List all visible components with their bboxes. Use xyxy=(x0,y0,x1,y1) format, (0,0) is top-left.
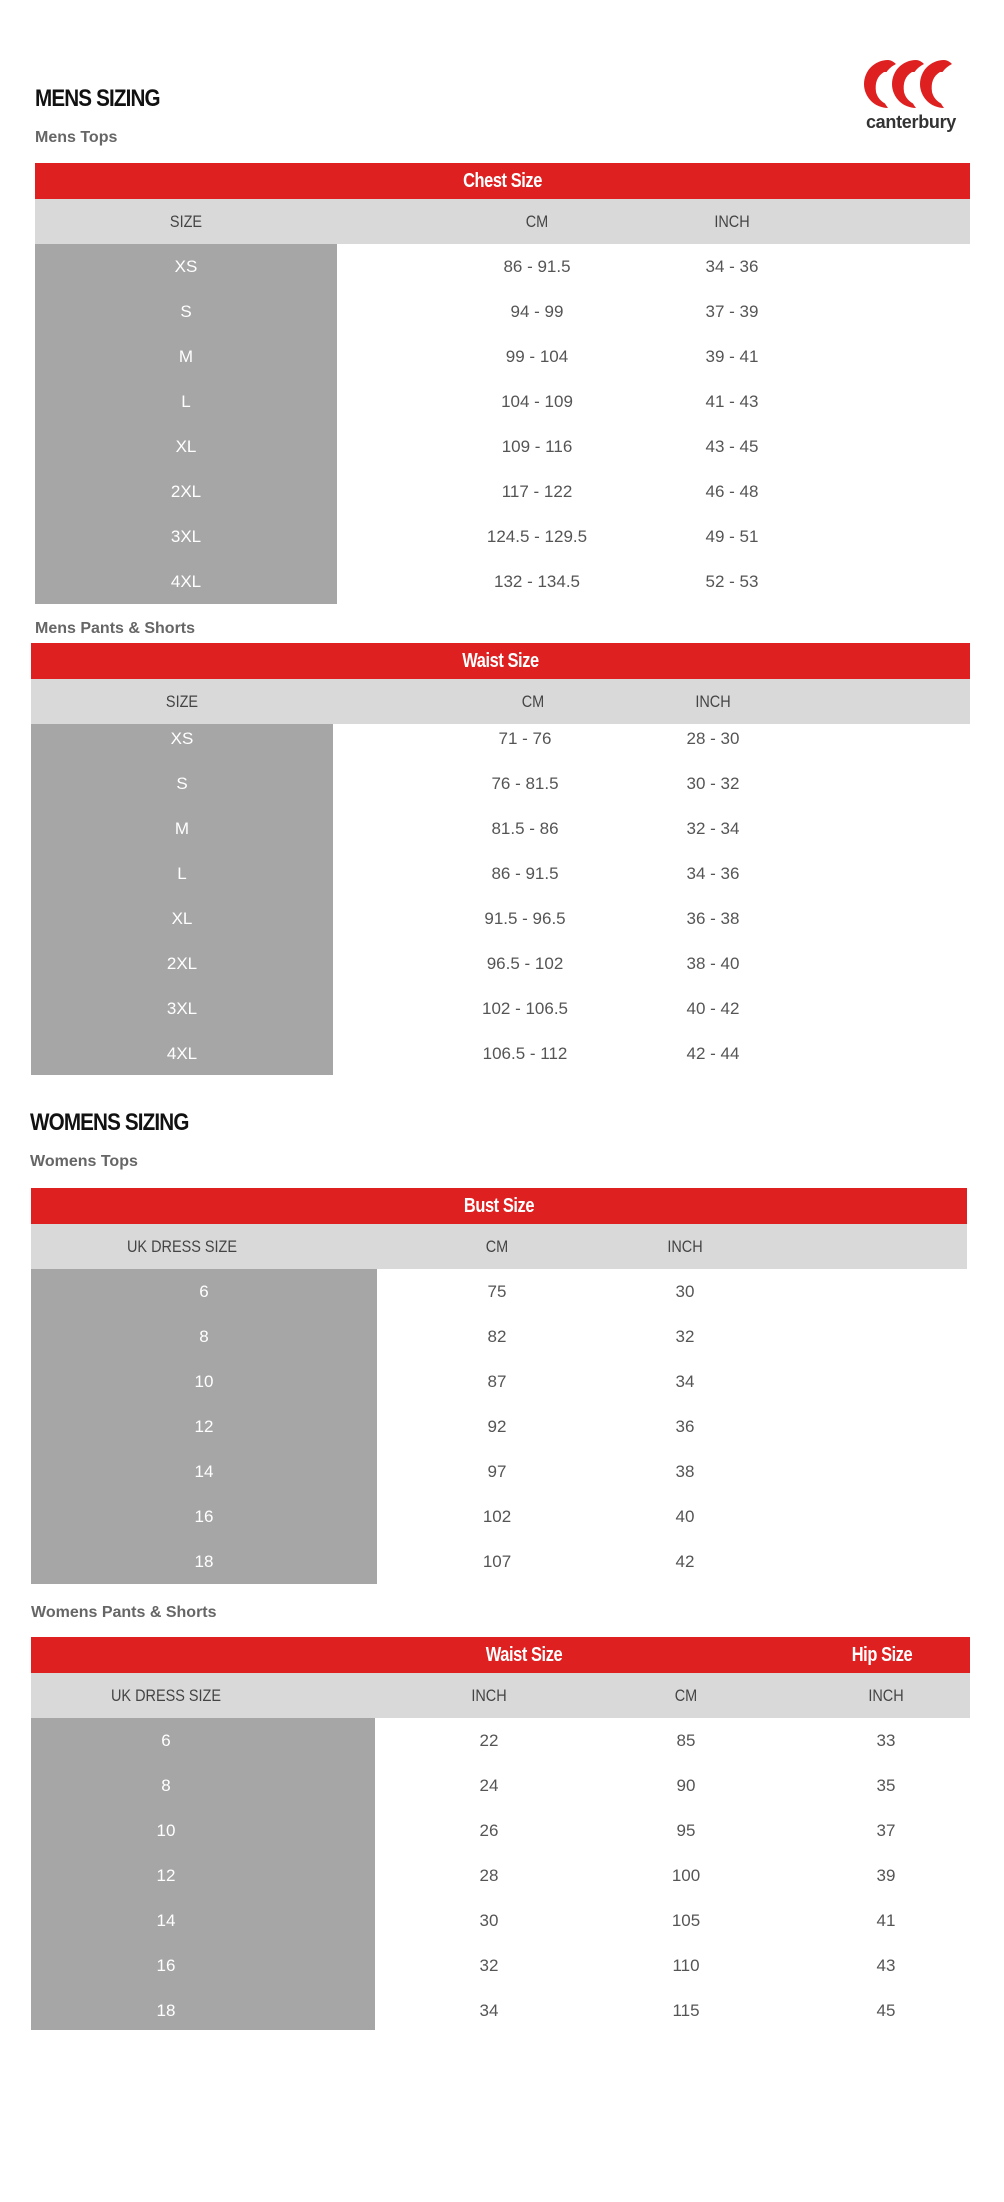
value-cell: 37 - 39 xyxy=(705,302,759,321)
value-cell: 71 - 76 xyxy=(498,729,552,748)
header-waist-inch: INCH xyxy=(471,1686,507,1705)
size-cell: XL xyxy=(171,909,193,928)
size-cell: XL xyxy=(175,437,197,456)
table-row xyxy=(31,716,970,761)
table-row xyxy=(31,1718,970,1763)
table-row xyxy=(31,1031,970,1076)
womens-pants-table xyxy=(31,1637,970,2030)
womens-pants-subtitle: Womens Pants & Shorts xyxy=(31,1604,217,1621)
table-row xyxy=(35,559,970,604)
value-cell: 107 xyxy=(482,1552,512,1571)
table-row xyxy=(31,1449,967,1494)
value-cell: 94 - 99 xyxy=(510,302,564,321)
table-row xyxy=(31,1763,970,1808)
value-cell: 40 xyxy=(675,1507,695,1526)
size-cell: L xyxy=(181,392,191,411)
value-cell: 28 - 30 xyxy=(686,729,740,748)
value-cell: 100 xyxy=(671,1866,701,1885)
table-row xyxy=(35,469,970,514)
size-cell: 10 xyxy=(194,1372,214,1391)
value-cell: 92 xyxy=(487,1417,507,1436)
header-size: SIZE xyxy=(165,692,199,711)
value-cell: 86 - 91.5 xyxy=(491,864,559,883)
header-size: SIZE xyxy=(169,212,203,231)
value-cell: 34 - 36 xyxy=(686,864,740,883)
value-cell: 102 xyxy=(482,1507,512,1526)
mens-tops-subtitle: Mens Tops xyxy=(35,129,118,146)
value-cell: 85 xyxy=(676,1731,696,1750)
header-cm: CM xyxy=(485,1237,509,1256)
value-cell: 38 xyxy=(675,1462,695,1481)
value-cell: 38 - 40 xyxy=(686,954,740,973)
table-row xyxy=(31,806,970,851)
size-cell: 8 xyxy=(199,1327,209,1346)
table-row xyxy=(35,244,970,289)
size-cell: 3XL xyxy=(166,999,198,1018)
value-cell: 132 - 134.5 xyxy=(493,572,580,591)
value-cell: 42 - 44 xyxy=(686,1044,740,1063)
size-cell: 6 xyxy=(161,1731,171,1750)
header-hip-cm: CM xyxy=(674,1686,698,1705)
value-cell: 32 xyxy=(479,1956,499,1975)
value-cell: 91.5 - 96.5 xyxy=(484,909,566,928)
waist-size-label: Waist Size xyxy=(485,1644,563,1666)
table-row xyxy=(31,851,970,896)
bust-size-bar xyxy=(31,1188,967,1224)
table-row xyxy=(31,761,970,806)
table-row xyxy=(31,986,970,1031)
waist-size-label: Waist Size xyxy=(462,650,539,672)
size-cell: L xyxy=(177,864,187,883)
size-cell: S xyxy=(180,302,192,321)
size-cell: 12 xyxy=(194,1417,214,1436)
value-cell: 36 - 38 xyxy=(686,909,740,928)
value-cell: 39 xyxy=(876,1866,896,1885)
value-cell: 49 - 51 xyxy=(705,527,759,546)
header-cm: CM xyxy=(521,692,545,711)
value-cell: 30 xyxy=(675,1282,695,1301)
chest-size-label: Chest Size xyxy=(463,170,542,192)
size-cell: S xyxy=(176,774,188,793)
size-cell: 8 xyxy=(161,1776,171,1795)
size-cell: 18 xyxy=(194,1552,214,1571)
value-cell: 45 xyxy=(876,2001,896,2020)
table-row xyxy=(31,1943,970,1988)
mens-tops-table xyxy=(35,163,970,603)
size-cell: 14 xyxy=(194,1462,214,1481)
waist-size-bar xyxy=(31,643,970,679)
header-cm: CM xyxy=(525,212,549,231)
table-row xyxy=(31,1404,967,1449)
table-row xyxy=(31,1359,967,1404)
womens-tops-subtitle: Womens Tops xyxy=(30,1153,138,1170)
table-row xyxy=(31,1808,970,1853)
value-cell: 106.5 - 112 xyxy=(482,1044,568,1063)
value-cell: 43 - 45 xyxy=(705,437,759,456)
value-cell: 52 - 53 xyxy=(705,572,759,591)
table-row xyxy=(31,1539,967,1584)
value-cell: 40 - 42 xyxy=(686,999,740,1018)
size-cell: 16 xyxy=(156,1956,176,1975)
value-cell: 102 - 106.5 xyxy=(481,999,568,1018)
header-inch: INCH xyxy=(695,692,731,711)
value-cell: 34 xyxy=(675,1372,695,1391)
table-row xyxy=(35,514,970,559)
waist-hip-bar xyxy=(31,1637,970,1673)
womens-sizing-title: WOMENS SIZING xyxy=(30,1109,189,1136)
header-uk-dress-size: UK DRESS SIZE xyxy=(110,1686,221,1705)
value-cell: 75 xyxy=(487,1282,507,1301)
value-cell: 42 xyxy=(675,1552,695,1571)
brand-name: canterbury xyxy=(865,112,957,132)
size-cell: 2XL xyxy=(170,482,202,501)
size-cell: 2XL xyxy=(166,954,198,973)
mens-sizing-title: MENS SIZING xyxy=(35,85,160,112)
bust-size-label: Bust Size xyxy=(463,1195,535,1217)
value-cell: 28 xyxy=(479,1866,499,1885)
value-cell: 24 xyxy=(479,1776,499,1795)
table-row xyxy=(31,896,970,941)
value-cell: 37 xyxy=(876,1821,896,1840)
value-cell: 115 xyxy=(672,2001,700,2020)
value-cell: 34 xyxy=(479,2001,499,2020)
table-header xyxy=(35,199,970,244)
table-row xyxy=(35,334,970,379)
table-row xyxy=(35,379,970,424)
value-cell: 76 - 81.5 xyxy=(491,774,559,793)
value-cell: 22 xyxy=(479,1731,499,1750)
size-cell: 18 xyxy=(156,2001,176,2020)
table-header xyxy=(31,1224,967,1269)
size-cell: 4XL xyxy=(170,572,202,591)
value-cell: 96.5 - 102 xyxy=(486,954,564,973)
table-row xyxy=(35,289,970,334)
size-cell: 3XL xyxy=(170,527,202,546)
value-cell: 26 xyxy=(479,1821,499,1840)
size-cell: 16 xyxy=(194,1507,214,1526)
value-cell: 82 xyxy=(487,1327,507,1346)
value-cell: 30 - 32 xyxy=(686,774,740,793)
size-cell: XS xyxy=(170,729,194,748)
header-uk-dress-size: UK DRESS SIZE xyxy=(126,1237,237,1256)
table-row xyxy=(31,1494,967,1539)
value-cell: 41 - 43 xyxy=(705,392,759,411)
value-cell: 30 xyxy=(479,1911,499,1930)
value-cell: 36 xyxy=(675,1417,695,1436)
table-row xyxy=(31,1988,970,2033)
size-cell: 6 xyxy=(199,1282,209,1301)
header-inch: INCH xyxy=(714,212,750,231)
mens-pants-subtitle: Mens Pants & Shorts xyxy=(35,620,196,637)
header-hip-inch: INCH xyxy=(868,1686,904,1705)
table-row xyxy=(31,1269,967,1314)
table-row xyxy=(31,1898,970,1943)
value-cell: 97 xyxy=(487,1462,507,1481)
value-cell: 117 - 122 xyxy=(501,482,573,501)
value-cell: 32 xyxy=(675,1327,695,1346)
size-cell: 10 xyxy=(156,1821,176,1840)
size-cell: M xyxy=(174,819,190,838)
value-cell: 124.5 - 129.5 xyxy=(486,527,588,546)
value-cell: 90 xyxy=(676,1776,696,1795)
table-row xyxy=(31,1853,970,1898)
table-row xyxy=(31,941,970,986)
table-row xyxy=(31,1314,967,1359)
value-cell: 87 xyxy=(487,1372,507,1391)
value-cell: 32 - 34 xyxy=(686,819,740,838)
value-cell: 41 xyxy=(876,1911,896,1930)
table-row xyxy=(35,424,970,469)
value-cell: 81.5 - 86 xyxy=(491,819,559,838)
value-cell: 95 xyxy=(676,1821,696,1840)
womens-tops-table xyxy=(31,1188,967,1584)
size-cell: 4XL xyxy=(166,1044,198,1063)
size-cell: 12 xyxy=(156,1866,176,1885)
hip-size-label: Hip Size xyxy=(851,1644,913,1666)
value-cell: 110 xyxy=(672,1956,700,1975)
value-cell: 43 xyxy=(876,1956,896,1975)
value-cell: 86 - 91.5 xyxy=(503,257,571,276)
size-cell: 14 xyxy=(156,1911,176,1930)
value-cell: 46 - 48 xyxy=(705,482,759,501)
value-cell: 39 - 41 xyxy=(705,347,759,366)
size-cell: XS xyxy=(174,257,198,276)
header-inch: INCH xyxy=(667,1237,703,1256)
chest-size-bar xyxy=(35,163,970,199)
value-cell: 35 xyxy=(876,1776,896,1795)
value-cell: 34 - 36 xyxy=(705,257,759,276)
table-header xyxy=(31,1673,970,1718)
value-cell: 99 - 104 xyxy=(505,347,569,366)
size-cell: M xyxy=(178,347,194,366)
value-cell: 105 xyxy=(671,1911,701,1930)
value-cell: 109 - 116 xyxy=(501,437,573,456)
value-cell: 104 - 109 xyxy=(501,392,573,411)
value-cell: 33 xyxy=(876,1731,896,1750)
mens-pants-table xyxy=(31,643,970,1075)
